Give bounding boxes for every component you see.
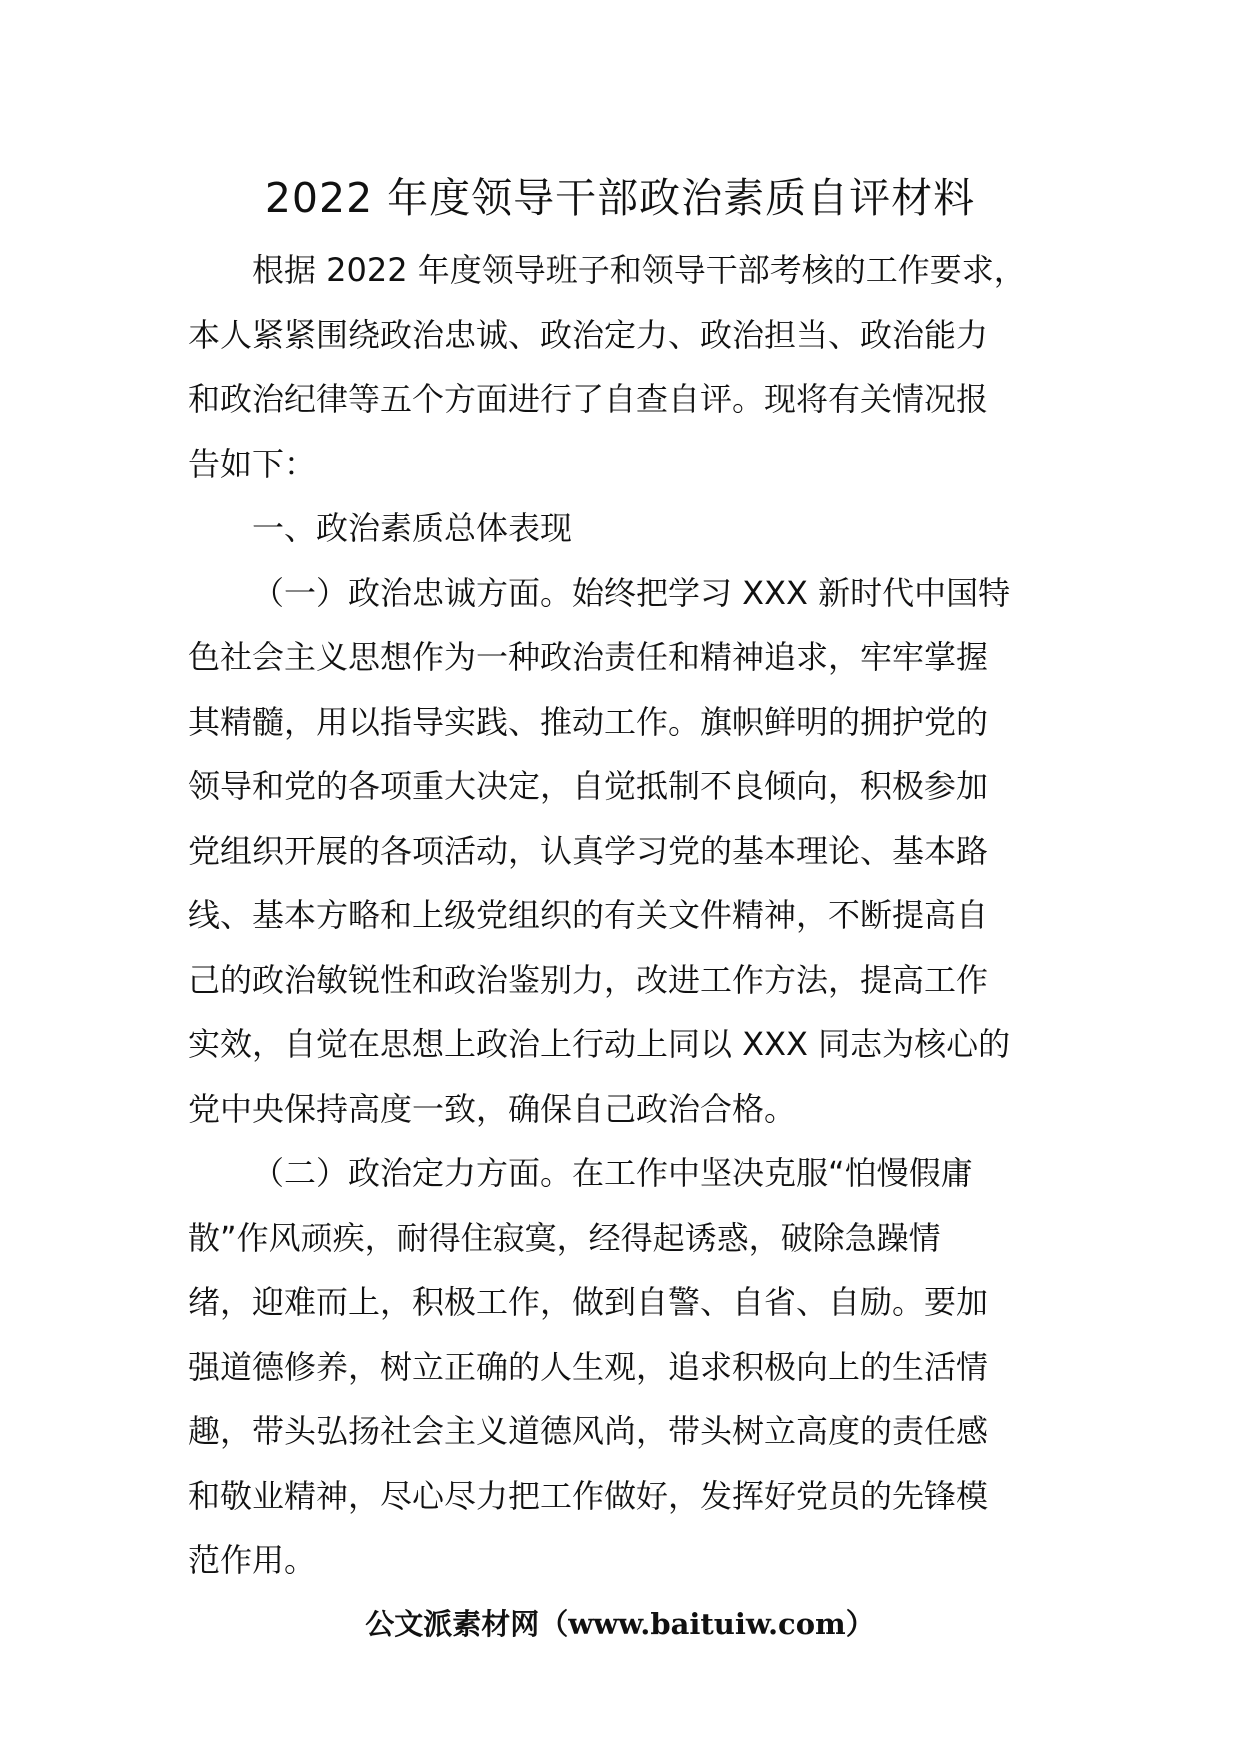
- paragraph-line: 本人紧紧围绕政治忠诚、政治定力、政治担当、政治能力: [188, 315, 989, 354]
- footer-watermark: 公文派素材网（www.baituiw.com）: [365, 1607, 875, 1641]
- document-title: 2022 年度领导干部政治素质自评材料: [264, 174, 976, 222]
- paragraph-line: 其精髓，用以指导实践、推动工作。旗帜鲜明的拥护党的: [188, 702, 989, 741]
- paragraph-line: 强道德修养，树立正确的人生观，追求积极向上的生活情: [188, 1347, 989, 1386]
- paragraph-line: 实效，自觉在思想上政治上行动上同以 XXX 同志为核心的: [188, 1025, 1011, 1063]
- paragraph-line: 色社会主义思想作为一种政治责任和精神追求，牢牢掌握: [188, 638, 989, 676]
- paragraph-line: （二）政治定力方面。在工作中坚决克服“怕慢假庸: [252, 1154, 973, 1192]
- paragraph-line: 和敬业精神，尽心尽力把工作做好，发挥好党员的先锋模: [188, 1476, 989, 1515]
- paragraph-line: 己的政治敏锐性和政治鉴别力，改进工作方法，提高工作: [188, 960, 989, 999]
- paragraph-line: 绪，迎难而上，积极工作，做到自警、自省、自励。要加: [188, 1283, 989, 1321]
- paragraph-line: 告如下：: [188, 444, 317, 483]
- paragraph-line: 散”作风顽疾，耐得住寂寞，经得起诱惑，破除急躁情: [188, 1218, 941, 1257]
- paragraph-line: 党中央保持高度一致，确保自己政治合格。: [188, 1089, 797, 1128]
- paragraph-line: （一）政治忠诚方面。始终把学习 XXX 新时代中国特: [252, 573, 1011, 612]
- paragraph-line: 和政治纪律等五个方面进行了自查自评。现将有关情况报: [188, 380, 989, 418]
- paragraph-line: 根据 2022 年度领导班子和领导干部考核的工作要求，: [252, 251, 1026, 289]
- document-body: [188, 238, 1054, 1593]
- section-heading: 一、政治素质总体表现: [252, 509, 573, 547]
- paragraph-line: 范作用。: [188, 1541, 317, 1579]
- paragraph-line: 线、基本方略和上级党组织的有关文件精神，不断提高自: [188, 896, 989, 934]
- paragraph-line: 党组织开展的各项活动，认真学习党的基本理论、基本路: [188, 831, 989, 870]
- paragraph-line: 领导和党的各项重大决定，自觉抵制不良倾向，积极参加: [188, 767, 989, 805]
- paragraph-line: 趣，带头弘扬社会主义道德风尚，带头树立高度的责任感: [188, 1412, 989, 1450]
